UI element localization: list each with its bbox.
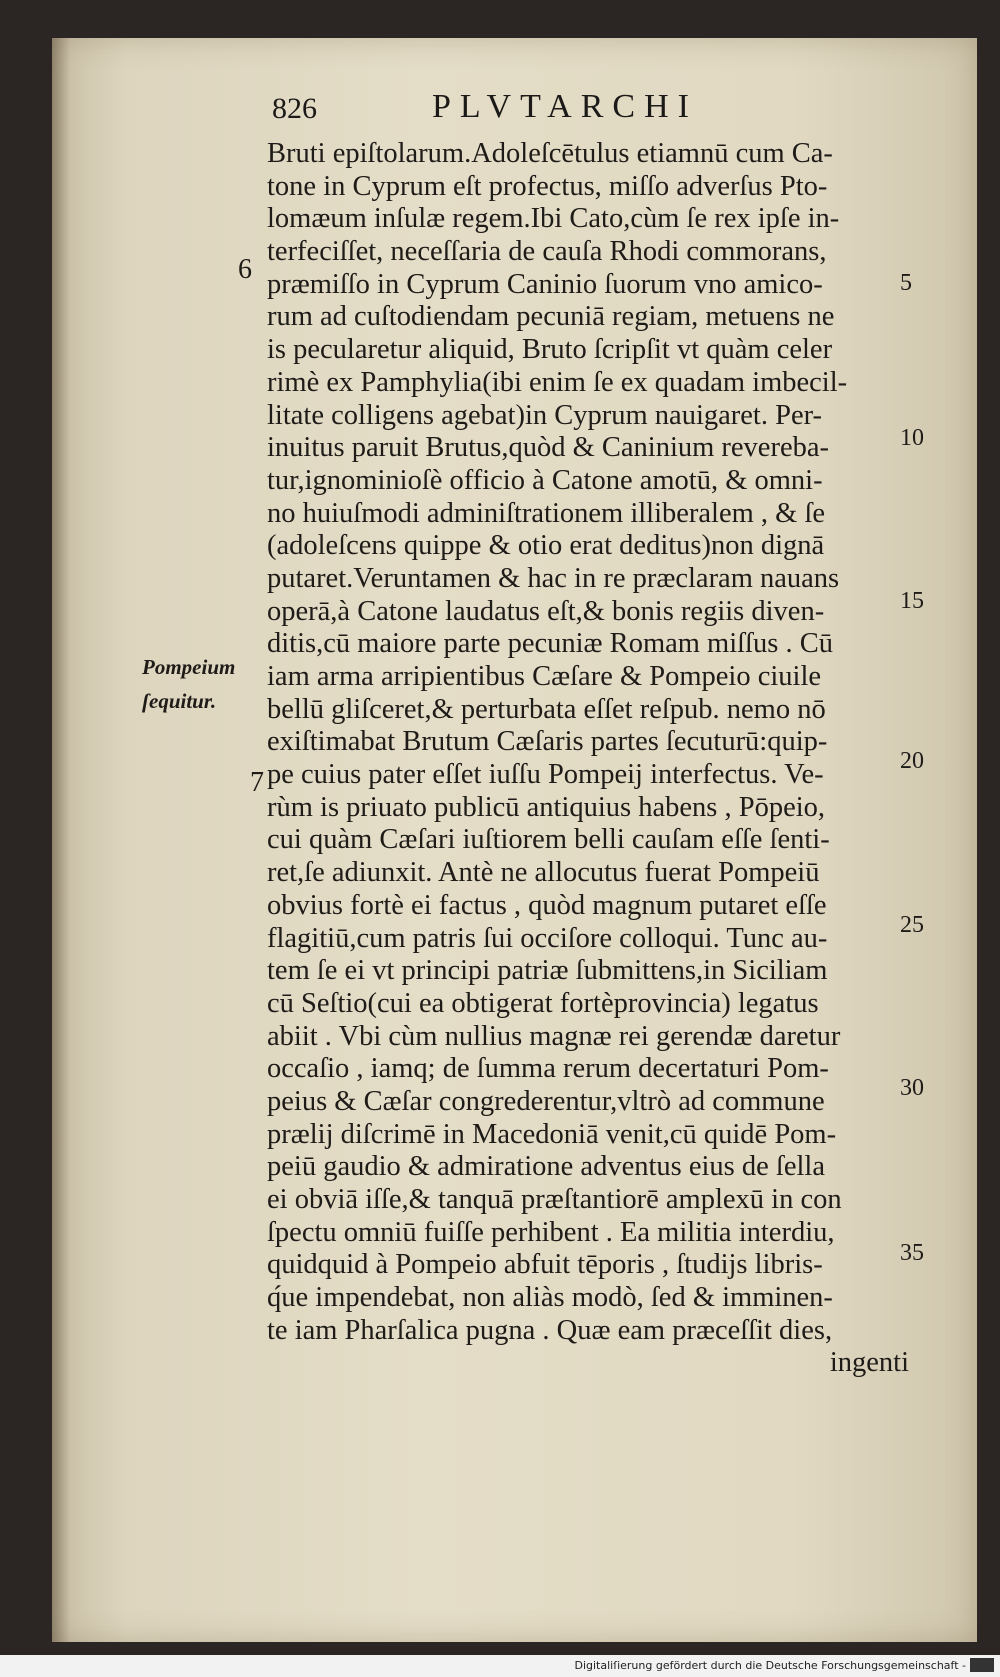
funding-credit: Digitaliſierung gefördert durch die Deutsche Forschungsgemeinschaft - <box>574 1659 966 1672</box>
line-number: 30 <box>900 1075 924 1101</box>
text-line: putaret.Veruntamen & hac in re præclaram nauans <box>267 562 840 594</box>
text-line: iam arma arripientibus Cæſare & Pompeio ciuile <box>267 661 822 692</box>
marginal-note-line: Pompeium <box>142 655 236 679</box>
marginal-note <box>142 650 262 718</box>
text-line: quidquid à Pompeio abfuit tēporis , ſtudijs libris- <box>267 1249 823 1281</box>
text-line: peiū gaudio & admiratione adventus eius de ſella <box>267 1151 825 1183</box>
gutter-shadow <box>52 38 70 1642</box>
text-line: cū Seſtio(cui ea obtigerat fortèprovincia) legatus <box>267 987 819 1019</box>
text-line: peius & Cæſar congrederentur,vltrò ad commune <box>267 1085 825 1117</box>
page-number: 826 <box>272 92 317 125</box>
catchword: ingenti <box>829 1347 909 1379</box>
text-line: abiit . Vbi cùm nullius magnæ rei gerendæ daretur <box>267 1020 841 1052</box>
marginal-note-line: ſequitur. <box>142 689 217 713</box>
text-line: exiſtimabat Brutum Cæſaris partes ſecuturū:quip- <box>267 726 828 758</box>
text-line: lomæum inſulæ regem.Ibi Cato,cùm ſe rex ipſe in- <box>267 203 840 235</box>
text-line: obvius fortè ei factus , quòd magnum putaret eſſe <box>267 889 827 921</box>
dfg-logo <box>970 1658 994 1672</box>
footer-bar <box>0 1658 1000 1677</box>
text-line: occaſio , iamq; de ſumma rerum decertaturi Pom- <box>267 1053 829 1085</box>
chapter-number: 7 <box>250 767 264 798</box>
text-line: rùm is priuato publicū antiquius habens , Pōpeio, <box>267 791 826 823</box>
page-header <box>272 86 792 134</box>
line-number: 10 <box>900 425 924 451</box>
text-line: is pecularetur aliquid, Bruto ſcripſit vt quàm celer <box>267 334 833 366</box>
text-line: inuitus paruit Brutus,quòd & Caninium revereba- <box>267 432 829 464</box>
line-number: 35 <box>900 1240 924 1266</box>
body-text <box>267 138 917 1380</box>
text-line: terfeciſſet, neceſſaria de cauſa Rhodi commorans, <box>267 236 827 268</box>
line-number: 20 <box>900 748 924 774</box>
line-number: 15 <box>900 588 924 614</box>
text-line: rum ad cuſtodiendam pecuniā regiam, metuens ne <box>267 301 835 333</box>
text-line: cui quàm Cæſari iuſtiorem belli cauſam eſſe ſenti- <box>267 824 830 856</box>
text-line: (adoleſcens quippe & otio erat deditus)non dignā <box>267 530 825 562</box>
line-number: 25 <box>900 912 924 938</box>
line-number: 5 <box>900 270 912 296</box>
text-line: Bruti epiſtolarum.Adoleſcētulus etiamnū cum Ca- <box>267 138 833 169</box>
text-line: tur,ignominioſè officio à Catone amotū, & omni- <box>267 464 823 496</box>
text-line: præmiſſo in Cyprum Caninio ſuorum vno amico- <box>267 268 823 300</box>
text-line: no huiuſmodi adminiſtrationem illiberalem , & ſe <box>267 497 826 529</box>
text-line: flagitiū,cum patris ſui occiſore colloqui. Tunc au- <box>267 922 828 954</box>
text-line: ret,ſe adiunxit. Antè ne allocutus fuerat Pompeiū <box>267 857 820 889</box>
chapter-number: 6 <box>238 254 252 285</box>
text-line: te iam Pharſalica pugna . Quæ eam præceſſit dies, <box>267 1314 833 1346</box>
running-title: PLVTARCHI <box>432 88 698 125</box>
text-line: ei obviā iſſe,& tanquā præſtantiorē amplexū in con <box>267 1184 842 1215</box>
text-line: rimè ex Pamphylia(ibi enim ſe ex quadam imbecil- <box>267 366 848 398</box>
text-line: ditis,cū maiore parte pecuniæ Romam miſſus . Cū <box>267 628 833 660</box>
text-line: q́ue impendebat, non aliàs modò, ſed & imminen- <box>267 1282 833 1314</box>
text-line: operā,à Catone laudatus eſt,& bonis regiis diven- <box>267 595 825 627</box>
text-line: pe cuius pater eſſet iuſſu Pompeij interfectus. Ve- <box>267 759 824 791</box>
text-line: litate colligens agebat)in Cyprum nauigaret. Per- <box>267 399 822 431</box>
text-line: tem ſe ei vt principi patriæ ſubmittens,in Siciliam <box>267 955 828 987</box>
text-line: prælij diſcrimē in Macedoniā venit,cū quidē Pom- <box>267 1118 837 1150</box>
text-line: tone in Cyprum eſt profectus, miſſo adverſus Pto- <box>267 170 828 202</box>
text-line: ſpectu omniū fuiſſe perhibent . Ea militia interdiu, <box>267 1216 835 1248</box>
text-line: bellū gliſceret,& perturbata eſſet reſpub. nemo nō <box>267 693 826 725</box>
